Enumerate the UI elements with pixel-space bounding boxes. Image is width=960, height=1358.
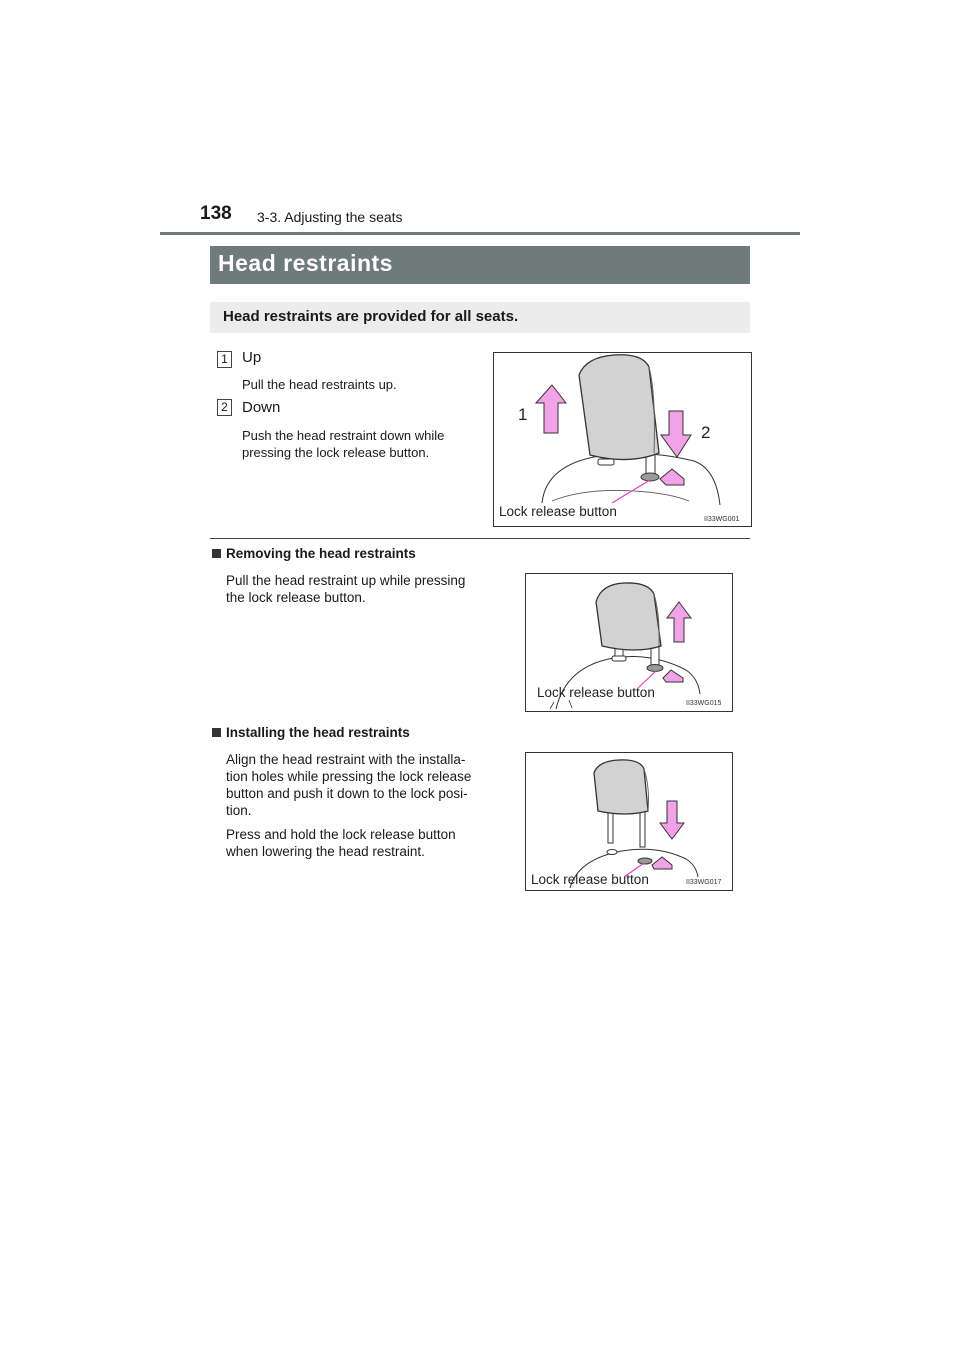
figure-up-down: [493, 352, 752, 527]
item-desc-down-line: Push the head restraint down while: [242, 428, 445, 443]
figure-code: II33WG001: [704, 516, 740, 523]
installing-line: tion.: [226, 803, 252, 818]
lock-button-arrow-icon: [660, 469, 684, 485]
installing-text-1: [226, 751, 507, 819]
installing-line: Press and hold the lock release button: [226, 827, 456, 842]
figure-installing: [525, 752, 733, 891]
item-number-2: 2: [217, 399, 232, 416]
item-desc-down-line: pressing the lock release button.: [242, 445, 430, 460]
item-title-up: Up: [242, 349, 262, 366]
lock-release-label: Lock release button: [537, 685, 655, 700]
arrow-down-icon: [661, 411, 691, 457]
figure-removing: [525, 573, 733, 712]
removing-heading: [212, 546, 416, 561]
arrow-down-icon: [660, 801, 684, 839]
header-rule: [160, 232, 800, 235]
item-title-down: Down: [242, 399, 281, 416]
figure-code: II33WG015: [686, 700, 722, 707]
intro-text: Head restraints are provided for all seats.: [223, 308, 519, 325]
title-bar: [210, 246, 750, 284]
installing-line: button and push it down to the lock posi-: [226, 786, 468, 801]
head-restraint-illustration: [526, 753, 732, 890]
section-title: 3-3. Adjusting the seats: [257, 209, 403, 225]
installing-line: when lowering the head restraint.: [226, 844, 425, 859]
installing-line: tion holes while pressing the lock release: [226, 769, 472, 784]
figure-code: II33WG017: [686, 879, 722, 886]
lock-button-arrow-icon: [663, 670, 683, 682]
removing-line: the lock release button.: [226, 590, 366, 605]
bullet-square-icon: [212, 549, 221, 558]
lock-release-label: Lock release button: [531, 872, 649, 887]
installing-heading-text: Installing the head restraints: [226, 725, 410, 740]
item-number-1: 1: [217, 351, 232, 368]
removing-heading-text: Removing the head restraints: [226, 546, 416, 561]
callout-2: 2: [701, 423, 711, 442]
installing-line: Align the head restraint with the installa-: [226, 752, 466, 767]
item-desc-up: Pull the head restraints up.: [242, 377, 397, 392]
arrow-up-icon: [667, 602, 691, 642]
removing-text: [226, 572, 506, 606]
lock-button-arrow-icon: [652, 857, 672, 869]
arrow-up-icon: [536, 385, 566, 433]
page-number: 138: [200, 203, 232, 224]
section-divider: [210, 538, 750, 539]
bullet-square-icon: [212, 728, 221, 737]
item-desc-down: [242, 427, 444, 461]
callout-1: 1: [518, 405, 528, 424]
intro-bar: [210, 302, 750, 333]
removing-line: Pull the head restraint up while pressing: [226, 573, 466, 588]
installing-heading: [212, 725, 410, 740]
page-title: Head restraints: [218, 250, 393, 276]
head-restraint-illustration: [494, 353, 751, 526]
lock-release-label: Lock release button: [499, 504, 617, 519]
installing-text-2: [226, 826, 507, 860]
